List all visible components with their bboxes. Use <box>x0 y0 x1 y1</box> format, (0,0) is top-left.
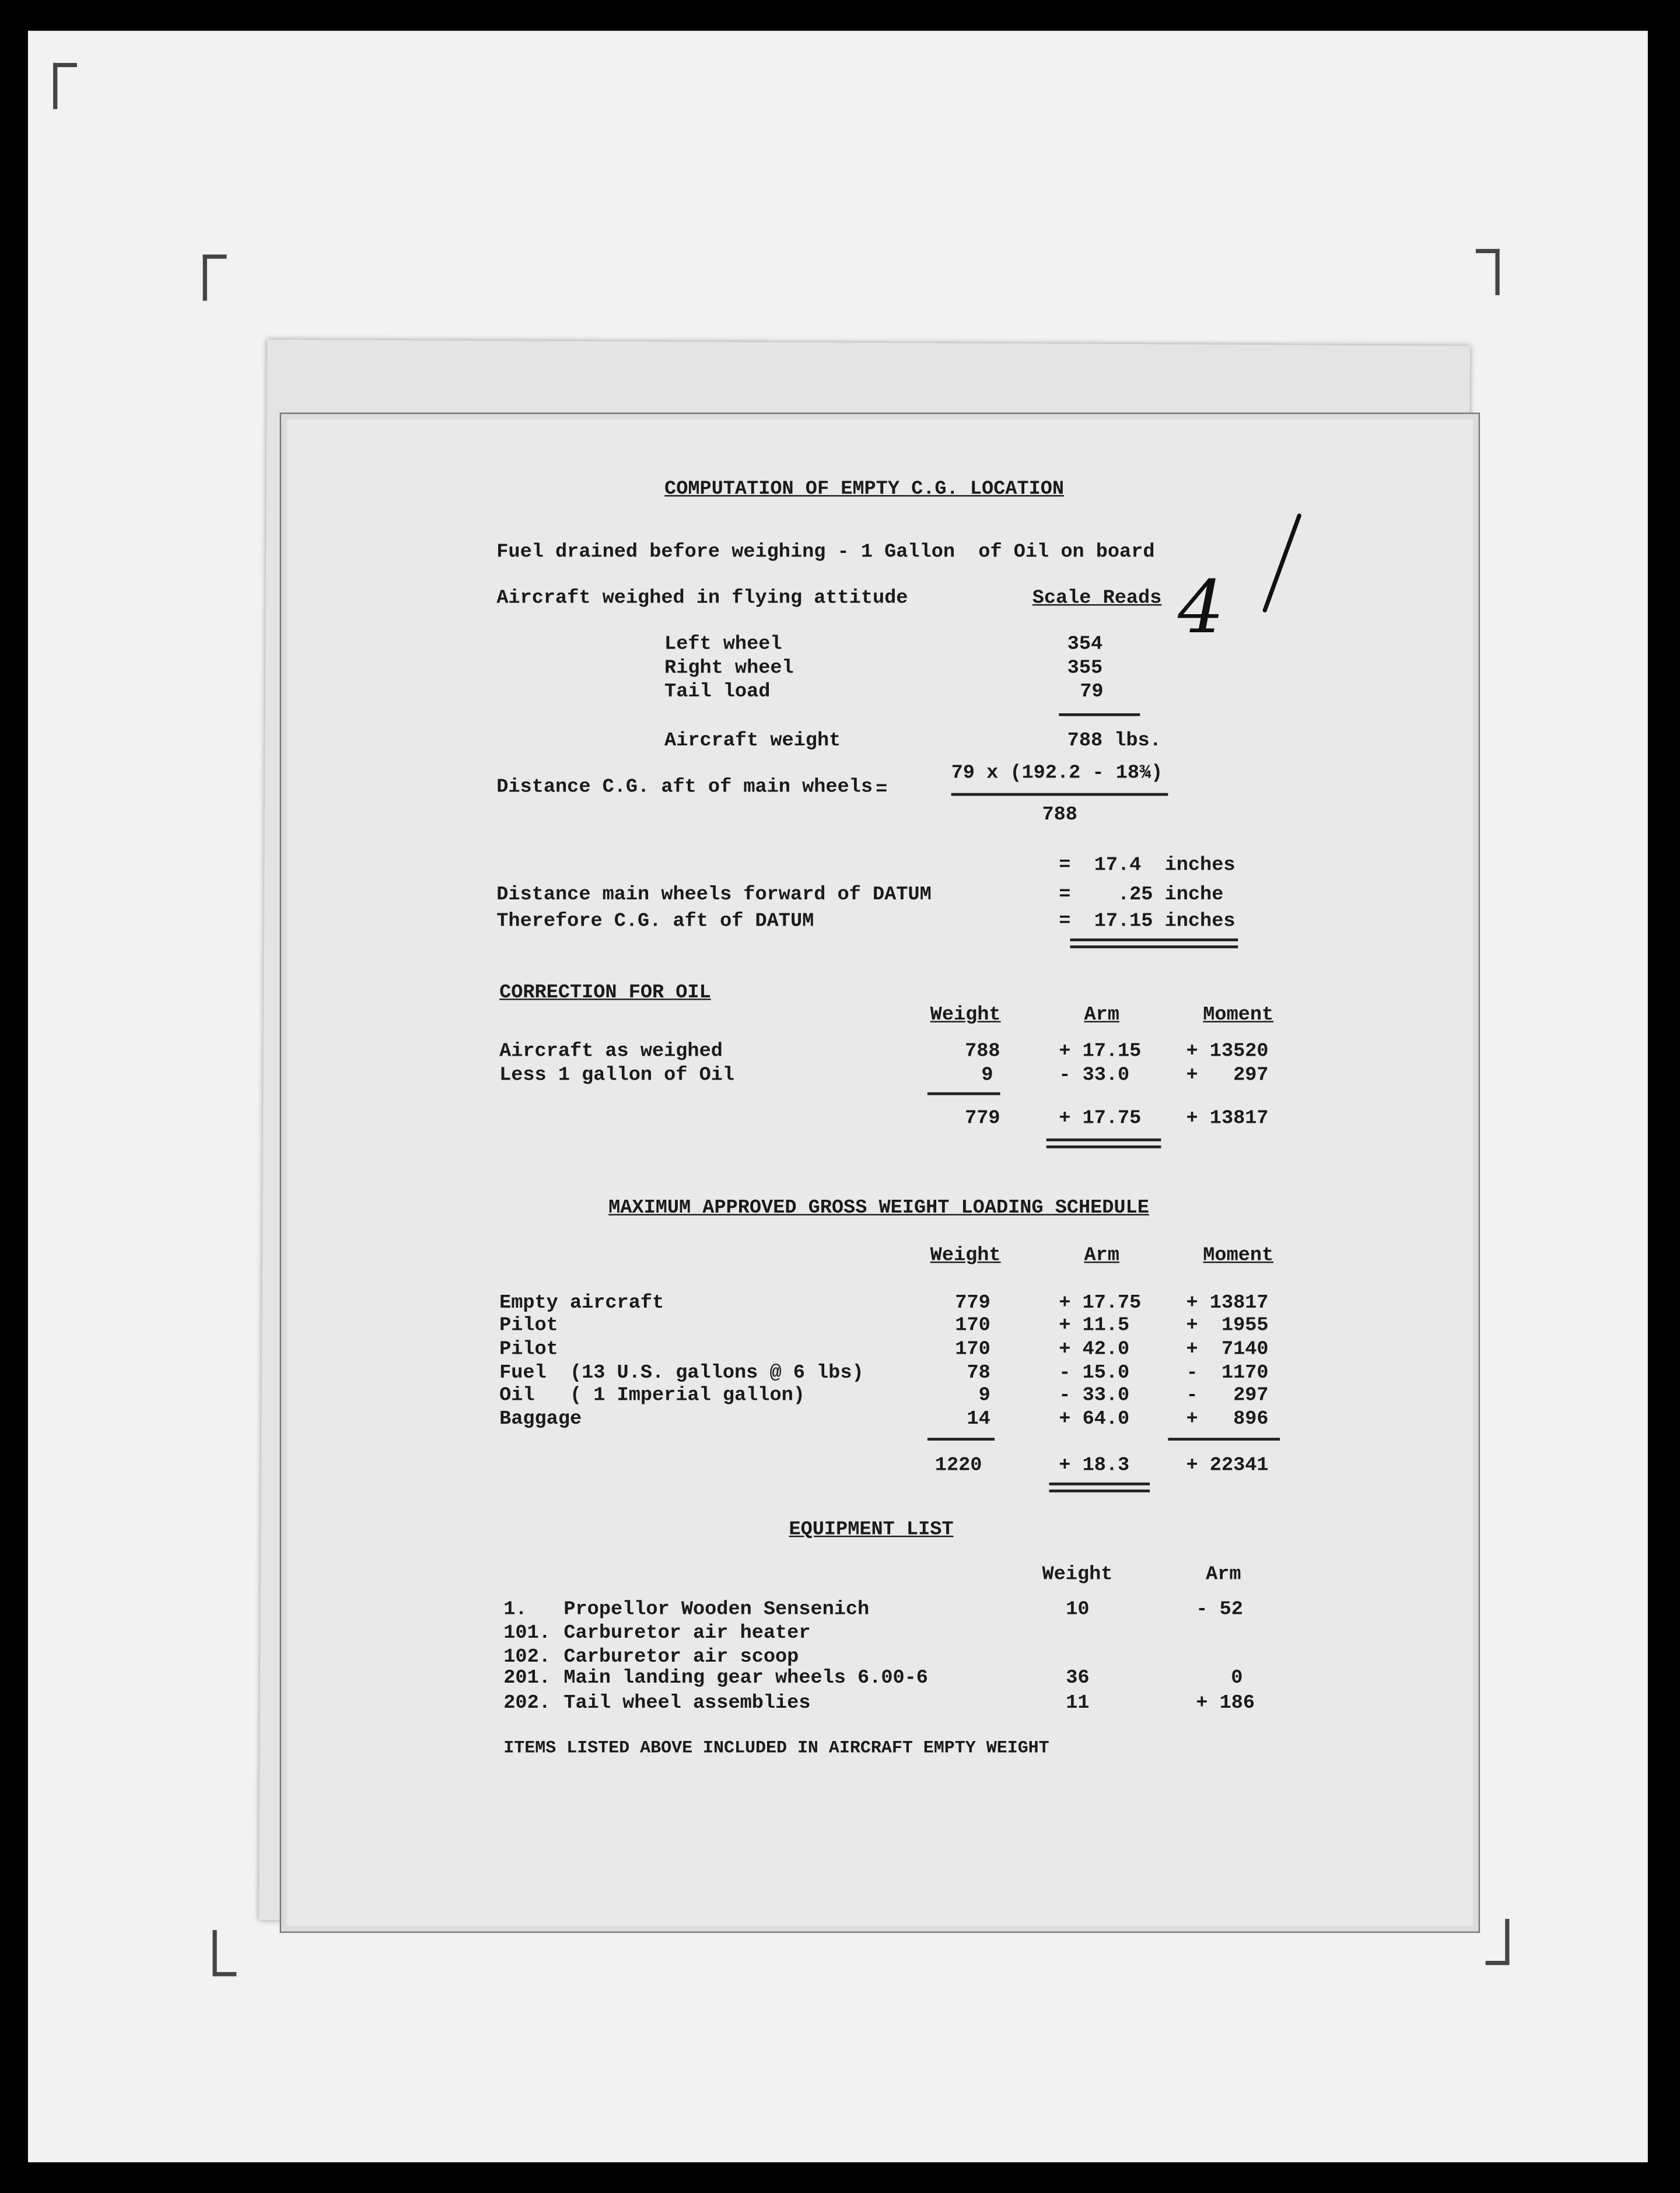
schedule-row-weight: 779 <box>955 1292 991 1315</box>
schedule-row-arm: - 33.0 <box>1059 1385 1130 1407</box>
equipment-item-number: 102. <box>503 1646 551 1669</box>
crop-mark <box>203 254 227 300</box>
weighing-row-value: 355 <box>1067 657 1103 680</box>
fraction-bar <box>951 793 1168 796</box>
equals-sign: = <box>876 779 888 802</box>
formula-numerator: 79 x (192.2 - 18¾) <box>951 762 1163 785</box>
loading-schedule-heading: MAXIMUM APPROVED GROSS WEIGHT LOADING SCHEDULE <box>608 1197 1149 1220</box>
equipment-item-name: Carburetor air heater <box>564 1622 811 1645</box>
weighing-row-label: Tail load <box>664 681 771 704</box>
weighing-row-label: Left wheel <box>664 633 782 656</box>
equipment-item-arm: + 186 <box>1196 1692 1255 1715</box>
double-underline <box>1046 1138 1161 1141</box>
document-page <box>280 412 1480 1933</box>
aircraft-weight-label: Aircraft weight <box>664 730 841 753</box>
document-title: COMPUTATION OF EMPTY C.G. LOCATION <box>664 478 1065 501</box>
schedule-row-weight: 9 <box>978 1385 991 1407</box>
aircraft-weight-value: 788 lbs. <box>1067 730 1161 753</box>
scale-reads-header: Scale Reads <box>1032 587 1162 610</box>
crop-mark <box>1476 249 1500 295</box>
datum-label: Distance main wheels forward of DATUM <box>496 884 932 906</box>
oil-row-label: Less 1 gallon of Oil <box>499 1064 735 1087</box>
therefore-label: Therefore C.G. aft of DATUM <box>496 910 814 933</box>
equipment-item-number: 201. <box>503 1667 551 1690</box>
sum-line <box>928 1092 1000 1095</box>
schedule-row-arm: + 42.0 <box>1059 1338 1130 1361</box>
schedule-row-weight: 78 <box>967 1362 991 1385</box>
oil-row-arm: + 17.15 <box>1059 1041 1142 1063</box>
oil-row-moment: + 13520 <box>1186 1041 1269 1063</box>
double-underline <box>1046 1145 1161 1148</box>
weighing-row-label: Right wheel <box>664 657 794 680</box>
weighing-row-value: 354 <box>1067 633 1103 656</box>
sum-line <box>928 1438 995 1441</box>
equipment-item-name: Main landing gear wheels 6.00-6 <box>564 1667 928 1690</box>
schedule-row-label: Pilot <box>499 1338 558 1361</box>
oil-total-weight: 779 <box>965 1108 1000 1130</box>
schedule-row-weight: 14 <box>967 1408 991 1431</box>
oil-total-moment: + 13817 <box>1186 1108 1269 1130</box>
crop-mark <box>212 1930 236 1976</box>
double-underline <box>1049 1483 1150 1486</box>
double-underline <box>1049 1490 1150 1493</box>
schedule-row-moment: - 297 <box>1186 1385 1269 1407</box>
schedule-row-arm: + 64.0 <box>1059 1408 1130 1431</box>
column-header-moment: Moment <box>1203 1245 1274 1267</box>
equipment-item-arm: - 52 <box>1196 1598 1243 1621</box>
equipment-item-weight: 11 <box>1066 1692 1090 1715</box>
equipment-footer-note: ITEMS LISTED ABOVE INCLUDED IN AIRCRAFT EMPTY WEIGHT <box>503 1738 1049 1758</box>
equipment-item-arm: 0 <box>1231 1667 1243 1690</box>
oil-row-weight: 9 <box>981 1064 993 1087</box>
column-header-arm: Arm <box>1084 1004 1119 1027</box>
schedule-row-weight: 170 <box>955 1315 991 1337</box>
oil-total-arm: + 17.75 <box>1059 1108 1142 1130</box>
schedule-row-label: Baggage <box>499 1408 582 1431</box>
column-header-arm: Arm <box>1084 1245 1119 1267</box>
therefore-value: = 17.15 inches <box>1059 910 1236 933</box>
sum-line <box>1168 1438 1280 1441</box>
schedule-row-label: Oil ( 1 Imperial gallon) <box>499 1385 805 1407</box>
column-header-weight: Weight <box>930 1004 1001 1027</box>
schedule-row-arm: + 11.5 <box>1059 1315 1130 1337</box>
column-header-weight: Weight <box>930 1245 1001 1267</box>
equipment-item-number: 202. <box>503 1692 551 1715</box>
schedule-row-moment: + 13817 <box>1186 1292 1269 1315</box>
oil-correction-heading: CORRECTION FOR OIL <box>499 982 711 1004</box>
equipment-item-name: Propellor Wooden Sensenich <box>564 1598 870 1621</box>
schedule-row-label: Fuel (13 U.S. gallons @ 6 lbs) <box>499 1362 864 1385</box>
schedule-total-moment: + 22341 <box>1186 1454 1269 1477</box>
crop-mark <box>1486 1919 1510 1965</box>
schedule-row-label: Pilot <box>499 1315 558 1337</box>
schedule-row-moment: + 1955 <box>1186 1315 1269 1337</box>
weighing-row-value: 79 <box>1080 681 1104 704</box>
schedule-row-label: Empty aircraft <box>499 1292 664 1315</box>
equipment-heading: EQUIPMENT LIST <box>789 1519 954 1542</box>
schedule-row-arm: - 15.0 <box>1059 1362 1130 1385</box>
schedule-row-moment: - 1170 <box>1186 1362 1269 1385</box>
equipment-item-name: Tail wheel assemblies <box>564 1692 811 1715</box>
schedule-total-arm: + 18.3 <box>1059 1454 1130 1477</box>
schedule-row-moment: + 7140 <box>1186 1338 1269 1361</box>
schedule-row-arm: + 17.75 <box>1059 1292 1142 1315</box>
fuel-note: Fuel drained before weighing - 1 Gallon of Oil on board <box>496 541 1155 564</box>
equipment-item-weight: 10 <box>1066 1598 1090 1621</box>
schedule-total-weight: 1220 <box>935 1454 982 1477</box>
schedule-row-weight: 170 <box>955 1338 991 1361</box>
datum-value: = .25 inche <box>1059 884 1224 906</box>
oil-row-weight: 788 <box>965 1041 1000 1063</box>
equipment-item-name: Carburetor air scoop <box>564 1646 799 1669</box>
oil-row-arm: - 33.0 <box>1059 1064 1130 1087</box>
weighing-label: Aircraft weighed in flying attitude <box>496 587 908 610</box>
oil-row-moment: + 297 <box>1186 1064 1269 1087</box>
double-underline <box>1070 945 1238 948</box>
handwritten-page-number: 4 <box>1178 566 1224 651</box>
crop-mark <box>53 63 77 109</box>
cg-distance-label: Distance C.G. aft of main wheels <box>496 776 873 799</box>
equipment-item-weight: 36 <box>1066 1667 1090 1690</box>
sum-line <box>1059 713 1140 716</box>
column-header-arm: Arm <box>1206 1563 1241 1586</box>
equipment-item-number: 1. <box>503 1598 527 1621</box>
double-underline <box>1070 938 1238 941</box>
formula-denominator: 788 <box>1042 804 1077 827</box>
cg-result: = 17.4 inches <box>1059 854 1236 877</box>
column-header-moment: Moment <box>1203 1004 1274 1027</box>
column-header-weight: Weight <box>1042 1563 1113 1586</box>
oil-row-label: Aircraft as weighed <box>499 1041 723 1063</box>
equipment-item-number: 101. <box>503 1622 551 1645</box>
schedule-row-moment: + 896 <box>1186 1408 1269 1431</box>
